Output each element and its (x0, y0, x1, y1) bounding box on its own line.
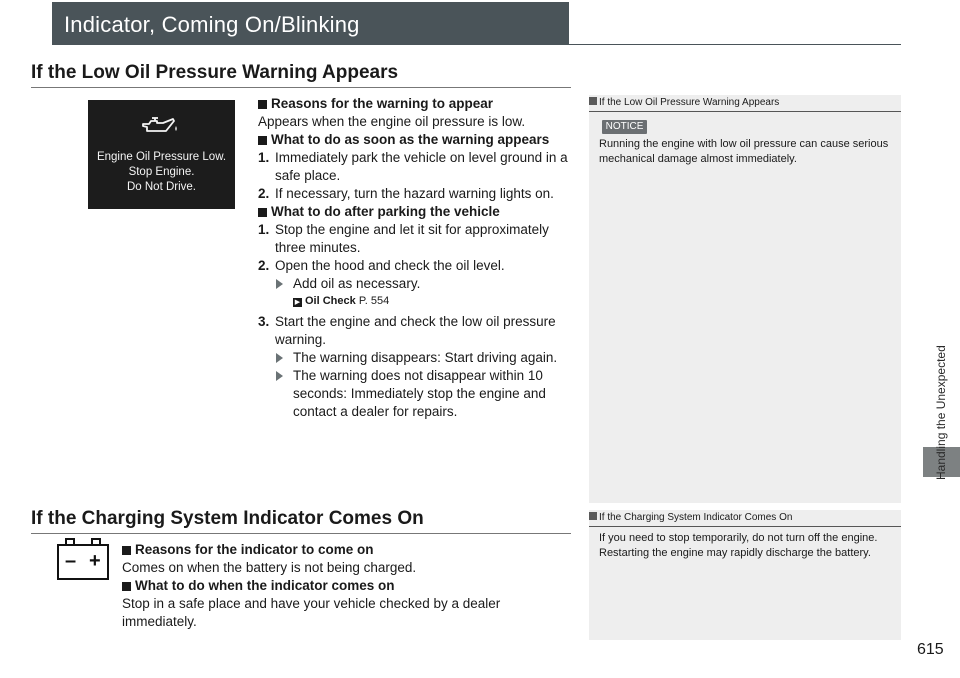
charge-todo-heading: What to do when the indicator comes on (122, 577, 572, 595)
oil-check-link[interactable] (258, 293, 570, 310)
page-number: 615 (917, 641, 944, 658)
after-step-2-sub: Add oil as necessary. (258, 275, 570, 293)
oil-can-icon (139, 112, 179, 142)
charge-section-title: If the Charging System Indicator Comes On (31, 508, 424, 529)
step-number: 1. (258, 150, 270, 165)
charge-instructions (122, 541, 572, 631)
todo-step-1 (258, 149, 570, 185)
oil-note-head (589, 97, 779, 108)
step-text: Start the engine and check the low oil pressure warning. (275, 314, 556, 347)
battery-terminal-icon (91, 538, 101, 545)
charge-note-text: If you need to stop temporarily, do not turn off the engine. Restarting the engine may rapidly discharge the battery. (599, 532, 878, 559)
after-step-2 (258, 257, 570, 275)
oil-section-rule (31, 87, 571, 88)
step-number: 2. (258, 186, 270, 201)
after-step-3-sub-1: The warning disappears: Start driving again. (258, 349, 570, 367)
header-rule (569, 44, 901, 45)
oil-note-rule (589, 111, 901, 112)
chapter-title: Indicator, Coming On/Blinking (64, 12, 360, 37)
ref-page: P. 554 (358, 295, 390, 307)
charge-todo-text: Stop in a safe place and have your vehicle checked by a dealer immediately. (122, 596, 501, 629)
charge-note-head (589, 512, 792, 523)
charge-section-rule (31, 533, 571, 534)
note-marker-icon (589, 97, 597, 105)
after-step-3 (258, 313, 570, 349)
charge-note-rule (589, 526, 901, 527)
display-line-2: Stop Engine. (128, 166, 195, 178)
step-text: Open the hood and check the oil level. (275, 258, 505, 273)
charge-reasons-text: Comes on when the battery is not being charged. (122, 560, 417, 575)
todo-heading: What to do as soon as the warning appears (258, 131, 570, 149)
oil-instructions (258, 95, 570, 421)
display-line-1: Engine Oil Pressure Low. (96, 151, 227, 163)
battery-icon (57, 544, 109, 580)
oil-note-text: Running the engine with low oil pressure can cause serious mechanical damage almost immediately. (599, 138, 889, 165)
reference-arrow-icon: ▶ (294, 299, 301, 306)
charge-note-head-text: If the Charging System Indicator Comes On (599, 512, 793, 523)
step-text: If necessary, turn the hazard warning lights on. (275, 186, 554, 201)
after-step-1 (258, 221, 570, 257)
display-line-3: Do Not Drive. (126, 181, 197, 193)
after-parking-heading: What to do after parking the vehicle (258, 203, 570, 221)
step-number: 1. (258, 222, 270, 237)
notice-badge: NOTICE (602, 120, 647, 134)
step-number: 3. (258, 314, 270, 329)
step-text: Stop the engine and let it sit for approximately three minutes. (275, 222, 549, 255)
side-section-label: Handling the Unexpected (934, 345, 948, 480)
after-step-3-sub-2: The warning does not disappear within 10 seconds: Immediately stop the engine and contact a dealer for repairs. (258, 367, 570, 421)
oil-section-title: If the Low Oil Pressure Warning Appears (31, 62, 399, 83)
battery-minus: – (65, 550, 77, 572)
reasons-heading: Reasons for the warning to appear (258, 95, 570, 113)
reasons-text: Appears when the engine oil pressure is low. (258, 114, 526, 129)
step-text: Immediately park the vehicle on level ground in a safe place. (275, 150, 568, 183)
battery-terminal-icon (65, 538, 75, 545)
step-number: 2. (258, 258, 270, 273)
note-marker-icon (589, 512, 597, 520)
ref-label: Oil Check (305, 295, 356, 307)
charge-reasons-heading: Reasons for the indicator to come on (122, 541, 572, 559)
todo-step-2 (258, 185, 570, 203)
charge-note-box (589, 510, 901, 640)
battery-plus: + (89, 550, 101, 572)
oil-note-head-text: If the Low Oil Pressure Warning Appears (599, 97, 780, 108)
oil-warning-display (88, 100, 235, 209)
